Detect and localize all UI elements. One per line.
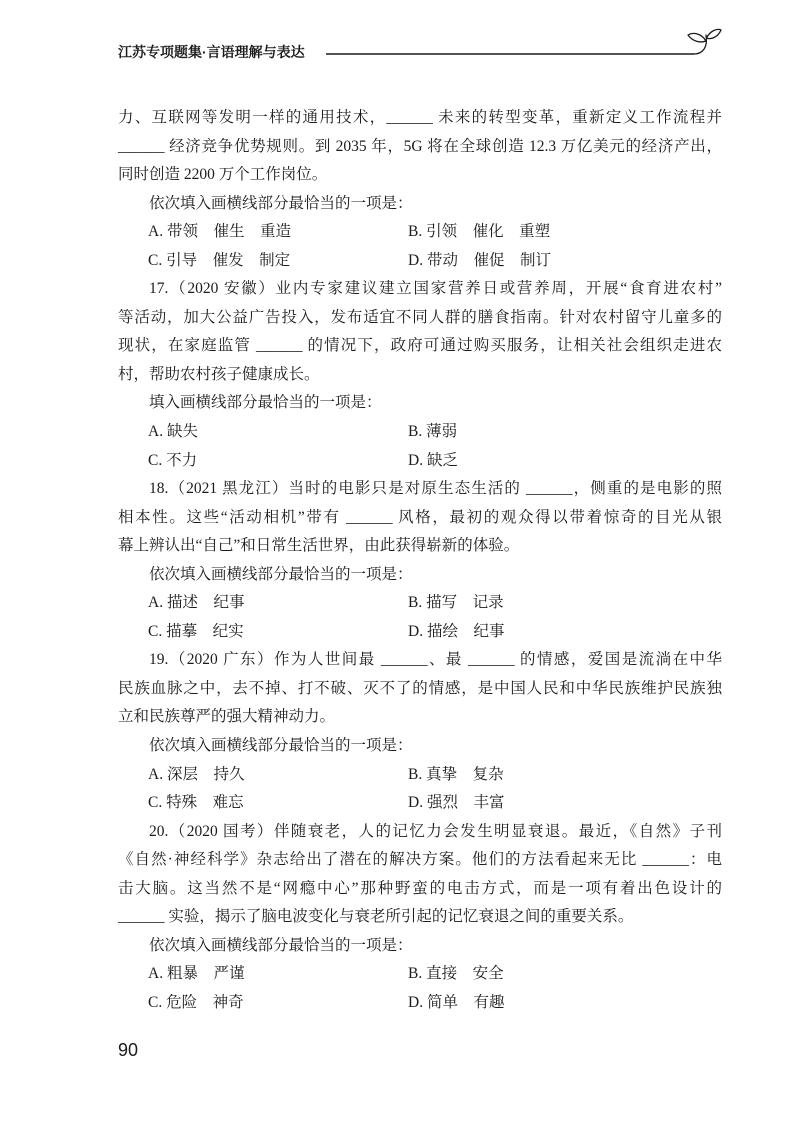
q16-stem-line: ______ 经济竞争优势规则。到 2035 年，5G 将在全球创造 12.3 万亿美元的经济产出， [118,137,722,155]
q18-option-b: B. 描写 记录 [408,594,504,612]
q18-option-a: A. 描述 纪事 [148,594,245,612]
q18-option-d: D. 描绘 纪事 [408,622,505,640]
q20-options-row [118,960,722,989]
q18-options-row [118,589,722,618]
q17-stem-line: 现状，在家庭监管 ______ 的情况下，政府可通过购买服务，让相关社会组织走进农 [118,337,722,355]
page-number: 90 [118,1040,139,1060]
q20-options-row [118,989,722,1018]
q20-option-b: B. 直接 安全 [408,965,504,983]
q17-option-a: A. 缺失 [148,423,198,441]
q17-option-c: C. 不力 [148,451,198,469]
q16-option-d: D. 带动 催促 制订 [408,251,551,269]
q20-stem-line: 《自然·神经科学》杂志给出了潜在的解决方案。他们的方法看起来无比 ______：电 [118,851,722,869]
q17-prompt: 填入画横线部分最恰当的一项是： [149,394,382,412]
q19-stem-line: 立和民族尊严的强大精神动力。 [118,708,336,726]
q19-option-a: A. 深层 持久 [148,765,245,783]
q19-option-b: B. 真挚 复杂 [408,765,504,783]
q19-option-c: C. 特殊 难忘 [148,794,244,812]
q16-options-row [118,218,722,247]
q16-option-a: A. 带领 催生 重造 [148,223,291,241]
q16-option-b: B. 引领 催化 重塑 [408,223,551,241]
q19-options-row [118,789,722,818]
sprout-icon [688,29,721,54]
page-body [118,104,722,1018]
q16-option-c: C. 引导 催发 制定 [148,251,291,269]
q18-prompt: 依次填入画横线部分最恰当的一项是： [149,565,413,583]
q17-stem-line: 村，帮助农村孩子健康成长。 [118,365,320,383]
q18-stem-line: 幕上辨认出“自己”和日常生活世界，由此获得崭新的体验。 [118,537,520,555]
q18-options-row [118,618,722,647]
q18-stem-line: 18.（2021 黑龙江）当时的电影只是对原生态生活的 ______，侧重的是电影的照 [149,480,722,498]
q16-prompt: 依次填入画横线部分最恰当的一项是： [149,194,413,212]
q17-stem-line: 17.（2020 安徽）业内专家建议建立国家营养日或营养周，开展“食育进农村” [149,280,722,298]
q20-option-a: A. 粗暴 严谨 [148,965,245,983]
q17-stem-line: 等活动，加大公益广告投入，发布适宜不同人群的膳食指南。针对农村留守儿童多的 [118,308,722,326]
q19-stem-line: 19.（2020 广东）作为人世间最 ______、最 ______ 的情感，爱国是流淌在中华 [149,651,722,669]
running-header-title: 江苏专项题集·言语理解与表达 [118,44,305,60]
q18-stem-line: 相本性。这些“活动相机”带有 ______ 风格，最初的观众得以带着惊奇的目光从银 [118,508,722,526]
q17-options-row [118,418,722,447]
q16-stem-line: 同时创造 2200 万个工作岗位。 [118,166,328,184]
q18-option-c: C. 描摹 纪实 [148,622,244,640]
q20-stem-line: 击大脑。这当然不是“网瘾中心”那种野蛮的电击方式，而是一项有着出色设计的 [118,879,722,897]
q17-option-b: B. 薄弱 [408,423,458,441]
header-rule [322,28,722,62]
q16-options-row [118,247,722,276]
q20-option-d: D. 简单 有趣 [408,993,505,1011]
q16-stem-line: 力、互联网等发明一样的通用技术，______ 未来的转型变革，重新定义工作流程并 [118,109,722,126]
q20-stem-line: ______ 实验，揭示了脑电波变化与衰老所引起的记忆衰退之间的重要关系。 [118,908,634,926]
q19-prompt: 依次填入画横线部分最恰当的一项是： [149,737,413,755]
q20-prompt: 依次填入画横线部分最恰当的一项是： [149,936,413,954]
q17-option-d: D. 缺乏 [408,451,458,469]
q20-option-c: C. 危险 神奇 [148,993,244,1011]
q17-options-row [118,447,722,476]
q19-stem-line: 民族血脉之中，去不掉、打不破、灭不了的情感，是中国人民和中华民族维护民族独 [118,679,722,697]
q19-options-row [118,761,722,790]
q20-stem-line: 20.（2020 国考）伴随衰老，人的记忆力会发生明显衰退。最近，《自然》子刊 [149,822,722,840]
q19-option-d: D. 强烈 丰富 [408,794,505,812]
